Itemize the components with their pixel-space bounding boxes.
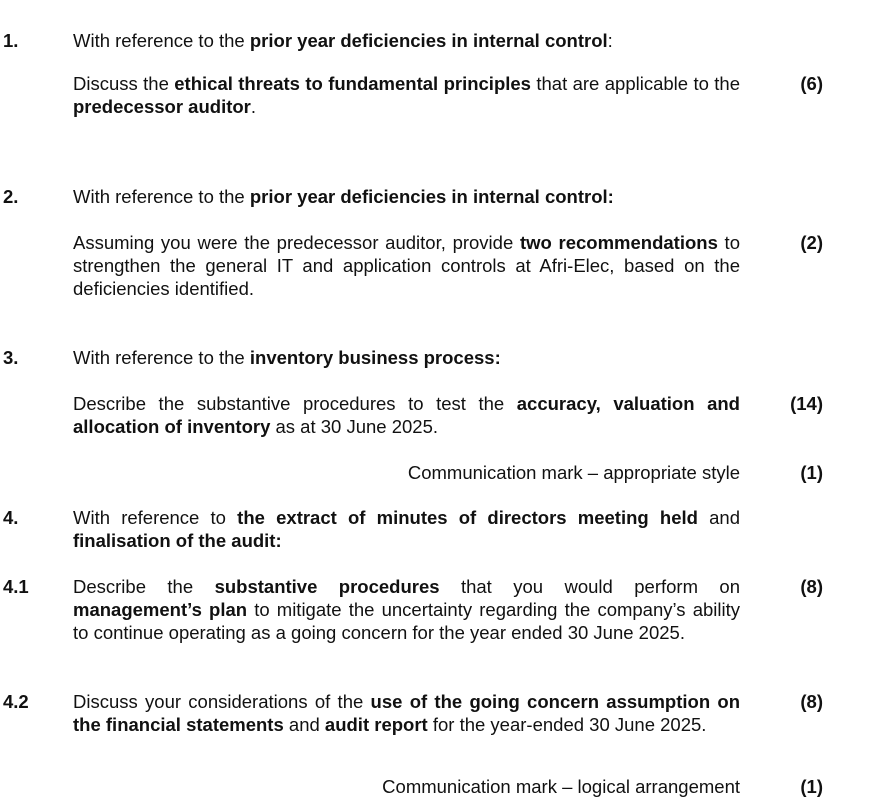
- question-4-communication-mark: (1): [800, 776, 823, 797]
- question-4-intro: With reference to the extract of minutes of directors meeting held and finalisation of the audit:: [73, 507, 740, 551]
- question-1-mark: (6): [800, 73, 823, 94]
- question-1-intro: With reference to the prior year deficiencies in internal control:: [73, 30, 613, 51]
- question-4-number: 4.: [3, 507, 19, 528]
- question-4-2-mark: (8): [800, 691, 823, 712]
- question-4-communication-row: [0, 775, 896, 797]
- question-4-1-number: 4.1: [3, 576, 29, 597]
- question-4-communication-label: Communication mark – logical arrangement: [382, 776, 740, 797]
- question-1-body: Discuss the ethical threats to fundamental principles that are applicable to the predecessor auditor.: [73, 73, 740, 117]
- question-4-1-mark: (8): [800, 576, 823, 597]
- question-4-2-number: 4.2: [3, 691, 29, 712]
- question-3-number: 3.: [3, 347, 19, 368]
- question-3-mark: (14): [790, 393, 823, 414]
- question-3-communication-mark: (1): [800, 462, 823, 483]
- question-3-body: Describe the substantive procedures to test the accuracy, valuation and allocation of inventory as at 30 June 2025.: [73, 393, 740, 437]
- question-4-1-body: Describe the substantive procedures that you would perform on management’s plan to mitigate the uncertainty regarding the company’s ability to continue operating as a going concern for the year ended 30 June 2025.: [73, 576, 740, 643]
- question-2-body: Assuming you were the predecessor auditor, provide two recommendations to strengthen the general IT and application controls at Afri-Elec, based on the deficiencies identified.: [73, 232, 740, 299]
- question-1-number: 1.: [3, 30, 19, 51]
- question-2-intro: With reference to the prior year deficiencies in internal control:: [73, 186, 614, 207]
- question-2-mark: (2): [800, 232, 823, 253]
- question-3-intro: With reference to the inventory business process:: [73, 347, 501, 368]
- question-2-number: 2.: [3, 186, 19, 207]
- question-4-2-body: Discuss your considerations of the use of the going concern assumption on the financial statements and audit report for the year-ended 30 June 2025.: [73, 691, 740, 735]
- question-3-communication-label: Communication mark – appropriate style: [407, 462, 740, 483]
